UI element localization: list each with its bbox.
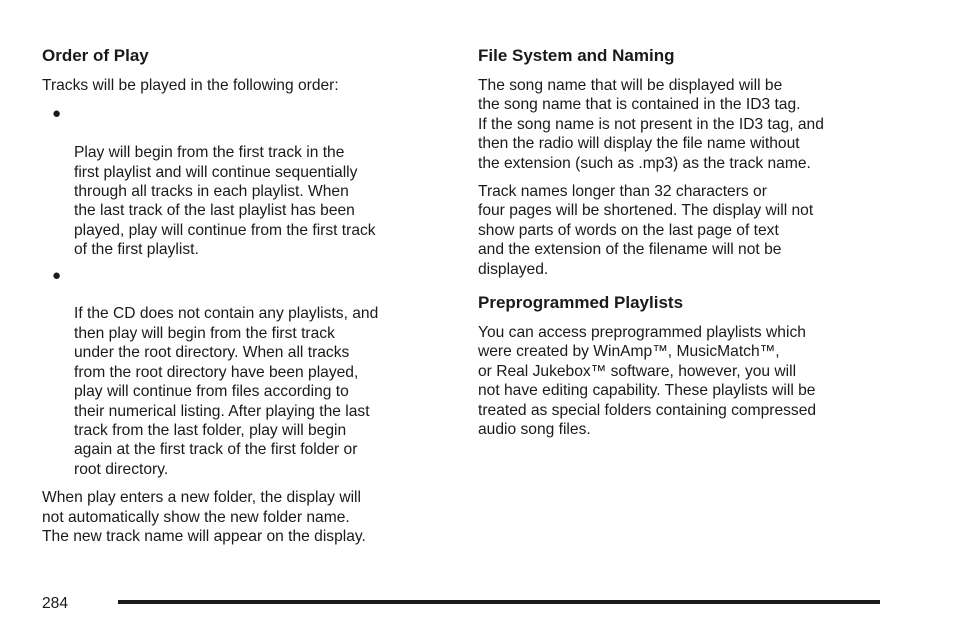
bullet-icon: ● — [52, 105, 62, 123]
track-name-length-paragraph: Track names longer than 32 characters or four pages will be shortened. The display will not show parts of words on the last page of text and the extension of the filename will not be displayed. — [478, 183, 814, 278]
list-item-text: Play will begin from the first track in the first playlist and will continue sequentially through all tracks in each playlist. When the last track of the last playlist has been played, play will continue from the first track of the first playlist. — [74, 144, 376, 259]
order-of-play-heading: Order of Play — [42, 46, 149, 65]
new-folder-paragraph: When play enters a new folder, the display will not automatically show the new folder name. The new track name will appear on the display. — [42, 489, 366, 545]
preprogrammed-playlists-heading: Preprogrammed Playlists — [478, 293, 684, 313]
right-column — [478, 45, 898, 449]
list-item — [42, 104, 442, 259]
page-number: 284 — [42, 595, 69, 612]
file-system-heading: File System and Naming — [478, 46, 675, 65]
left-column — [42, 45, 442, 555]
song-name-paragraph: The song name that will be displayed will be the song name that is contained in the ID3 tag. If the song name is not present in the ID3 tag, and then the radio will display the file name without the extension (such as .mp3) as the track name. — [478, 77, 824, 172]
order-of-play-list — [42, 104, 442, 479]
bullet-icon: ● — [52, 266, 62, 284]
list-item — [42, 266, 442, 479]
footer-rule — [118, 600, 880, 604]
order-of-play-intro: Tracks will be played in the following order: — [42, 77, 339, 94]
preprogrammed-playlists-paragraph: You can access preprogrammed playlists which were created by WinAmp™, MusicMatch™, or Real Jukebox™ software, however, you will not have editing capability. These playlists will be treated as special folders containing compressed audio song files. — [478, 324, 817, 439]
list-item-text: If the CD does not contain any playlists, and then play will begin from the first track under the root directory. When all tracks from the root directory have been played, play will continue from files according to their numerical listing. After playing the last track from the last folder, play will begin again at the first track of the first folder or root directory. — [74, 305, 379, 478]
